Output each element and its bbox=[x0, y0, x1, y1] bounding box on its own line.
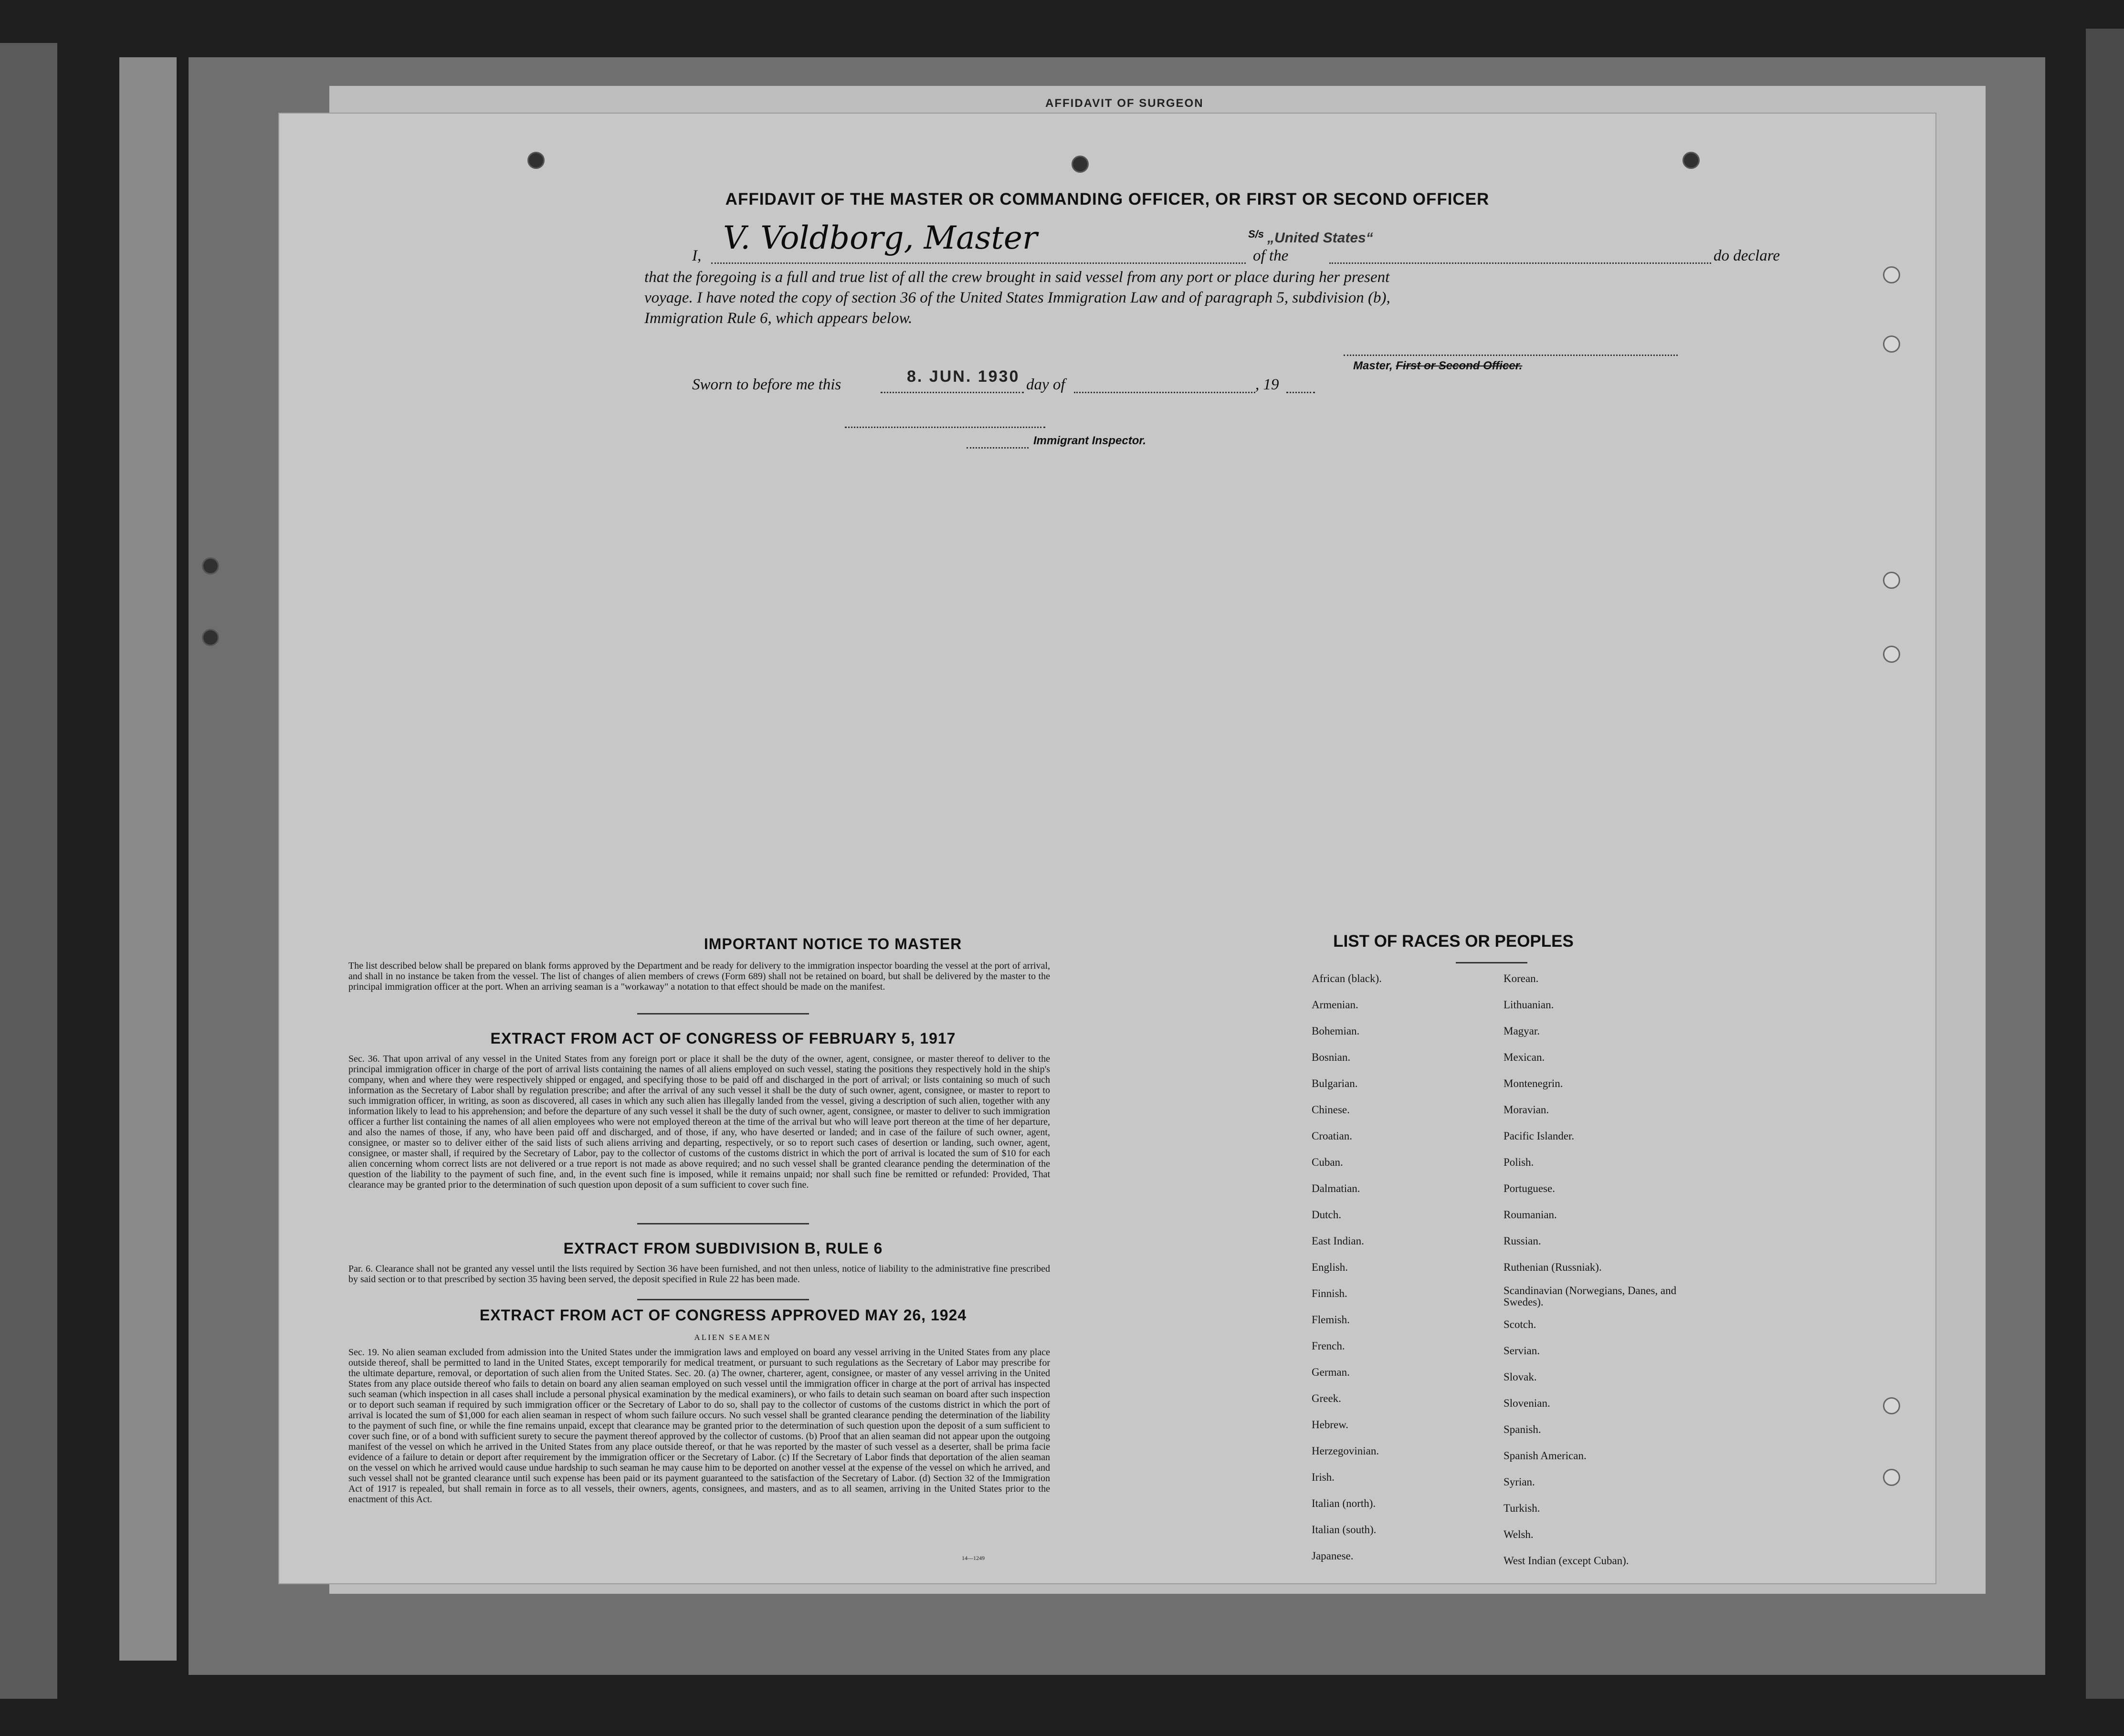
race-item: Turkish. bbox=[1504, 1502, 1540, 1514]
punch-hole bbox=[202, 557, 219, 575]
punch-hole bbox=[1883, 1469, 1900, 1486]
extract-1917-title: EXTRACT FROM ACT OF CONGRESS OF FEBRUARY 5, 1917 bbox=[490, 1030, 956, 1047]
race-item: Servian. bbox=[1504, 1345, 1540, 1357]
extract-1924-title: EXTRACT FROM ACT OF CONGRESS APPROVED MAY 26, 1924 bbox=[479, 1307, 967, 1324]
affidavit-line-3: voyage. I have noted the copy of section 36 of the United States Immigration Law and of paragraph 5, subdivision (b), bbox=[644, 289, 1390, 306]
race-item: Portuguese. bbox=[1504, 1182, 1555, 1194]
race-item: East Indian. bbox=[1312, 1235, 1364, 1247]
race-item: Italian (north). bbox=[1312, 1497, 1376, 1509]
race-item: West Indian (except Cuban). bbox=[1504, 1555, 1629, 1567]
struck-officer-caption: First or Second Officer. bbox=[1396, 359, 1523, 372]
race-item: Mexican. bbox=[1504, 1051, 1545, 1063]
affidavit-title: AFFIDAVIT OF THE MASTER OR COMMANDING OFFICER, OR FIRST OR SECOND OFFICER bbox=[725, 190, 1490, 209]
rule6-title: EXTRACT FROM SUBDIVISION B, RULE 6 bbox=[563, 1240, 883, 1257]
race-item: Pacific Islander. bbox=[1504, 1130, 1575, 1142]
vessel-prefix: S/s bbox=[1248, 228, 1264, 240]
races-title: LIST OF RACES OR PEOPLES bbox=[1333, 932, 1574, 951]
divider bbox=[637, 1223, 809, 1224]
do-declare-label: do declare bbox=[1714, 247, 1780, 264]
signer-line bbox=[711, 262, 1246, 264]
sworn-date-stamp: 8. JUN. 1930 bbox=[907, 367, 1020, 386]
year-line bbox=[1286, 392, 1315, 393]
punch-hole bbox=[1883, 1397, 1900, 1414]
race-item: Scandinavian (Norwegians, Danes, and Swedes). bbox=[1504, 1285, 1677, 1308]
race-item: Moravian. bbox=[1504, 1104, 1549, 1116]
notice-title: IMPORTANT NOTICE TO MASTER bbox=[704, 935, 962, 952]
vessel-name: „United States“ bbox=[1267, 230, 1373, 246]
inspector-line-1 bbox=[845, 427, 1045, 428]
race-item: Finnish. bbox=[1312, 1287, 1347, 1299]
punch-hole bbox=[1883, 646, 1900, 663]
race-item: French. bbox=[1312, 1340, 1345, 1352]
form-number: 14—1249 bbox=[962, 1555, 985, 1561]
race-item: Magyar. bbox=[1504, 1025, 1540, 1037]
race-item: African (black). bbox=[1312, 973, 1382, 984]
divider bbox=[637, 1013, 809, 1014]
race-item: Lithuanian. bbox=[1504, 999, 1554, 1011]
race-item: Croatian. bbox=[1312, 1130, 1352, 1142]
affidavit-line-4: Immigration Rule 6, which appears below. bbox=[644, 310, 913, 327]
race-item: Dalmatian. bbox=[1312, 1182, 1360, 1194]
race-item: Japanese. bbox=[1312, 1550, 1354, 1562]
race-item: Greek. bbox=[1312, 1392, 1341, 1404]
punch-hole bbox=[202, 629, 219, 646]
race-item: Chinese. bbox=[1312, 1104, 1350, 1116]
extract-1924-text: Sec. 19. No alien seaman excluded from admission into the United States under the immigration laws and employed on board any vessel arriving in the United States from any place outside thereof, shall be permitted to land in the United States, except temporarily for medical treatment, or pursuant to such regulations as the Secretary of Labor may prescribe for the ultimate departure, removal, or deportation of such alien from the United States. Sec. 20. (a) The owner, charterer, agent, consignee, or master of any vessel arriving in the United States from any place outside thereof who fails to detain on board any alien seaman employed on such vessel until the immigration officer in charge at the port of arrival has inspected such seaman (which inspection in all cases shall include a personal physical examination by the medical examiners), or who fails to detain such seaman on board after such inspection or to deport such seaman if required by such immigration officer or the Secretary of Labor to do so, shall pay to the collector of customs of the customs district in which the port of arrival is located the sum of $1,000 for each alien seaman in respect of whom such failure occurs. No such vessel shall be granted clearance pending the determination of the liability to the payment of such fine, or while the fine remains unpaid, except that clearance may be granted prior to the determination of such question upon the deposit of a sum sufficient to cover such fine, or of a bond with sufficient surety to secure the payment thereof approved by the collector of customs. (b) Proof that an alien seaman did not appear upon the outgoing manifest of the vessel on which he arrived in the United States from any place outside thereof, or that he was reported by the master of such vessel as a deserter, shall be prima facie evidence of a failure to detain or deport after requirement by the immigration officer or the Secretary of Labor. (c) If the Secretary of Labor finds that deportation of the alien seaman on the vessel on which he arrived would cause undue hardship to such seaman he may cause him to be deported on another vessel at the expense of the vessel on which he arrived, and such vessel shall not be granted clearance until such expense has been paid or its payment guaranteed to the satisfaction of the Secretary of Labor. (d) Section 32 of the Immigration Act of 1917 is repealed, but shall remain in force as to all vessels, their owners, agents, consignees, and masters, and as to all seamen, arriving in the United States prior to the enactment of this Act. bbox=[348, 1347, 1050, 1505]
extract-1917-text: Sec. 36. That upon arrival of any vessel in the United States from any foreign port or place it shall be the duty of the owner, agent, consignee, or master thereof to deliver to the principal immigration officer in charge of the port of arrival lists containing the names of all aliens employed on such vessel, stating the positions they respectively hold in the ship's company, when and where they were respectively shipped or engaged, and specifying those to be paid off and discharged in the port of arrival; or lists containing so much of such information as the Secretary of Labor shall by regulation prescribe; and after the arrival of any such vessel it shall be the duty of such owner, agent, consignee, or master to report to such immigration officer, in writing, as soon as discovered, all cases in which any such alien has illegally landed from the vessel, giving a description of such alien, together with any information likely to lead to his apprehension; and before the departure of any such vessel it shall be the duty of such owner, agent, consignee, or master to deliver to such immigration officer a further list containing the names of all alien employees who were not employed thereon at the time of the arrival but who will leave port thereon at the time of her departure, and also the names of those, if any, who have been paid off and discharged, and of those, if any, who have deserted or landed; and in case of the failure of such owner, agent, consignee, or master so to deliver either of the said lists of such aliens arriving and departing, respectively, or so to report such cases of desertion or landing, such owner, agent, consignee, or master shall, if required by the Secretary of Labor, pay to the collector of customs of the customs district in which the port of arrival is located the sum of $10 for each alien concerning whom correct lists are not delivered or a true report is not made as above required; and no such vessel shall be granted clearance pending the determination of the question of the liability to the payment of such fine, and, in the event such fine is imposed, while it remains unpaid; nor shall such fine be remitted or refunded: Provided, That clearance may be granted prior to the determination of such question upon deposit of a sum sufficient to cover such fine. bbox=[348, 1054, 1050, 1190]
master-caption bbox=[1353, 359, 1522, 373]
race-item: Italian (south). bbox=[1312, 1524, 1377, 1536]
race-item: Korean. bbox=[1504, 973, 1539, 984]
race-item: Herzegovinian. bbox=[1312, 1445, 1379, 1457]
race-item: Cuban. bbox=[1312, 1156, 1343, 1168]
right-edge-strip bbox=[2086, 29, 2124, 1699]
race-item: Flemish. bbox=[1312, 1314, 1350, 1326]
master-caption-word: Master, bbox=[1353, 359, 1396, 372]
affidavit-page bbox=[279, 114, 1935, 1583]
left-edge-strip bbox=[0, 43, 57, 1699]
year-prefix: , 19 bbox=[1255, 376, 1279, 393]
signer-handwriting: V. Voldborg, Master bbox=[723, 220, 1038, 256]
day-of-label: day of bbox=[1026, 376, 1065, 393]
race-item: Bosnian. bbox=[1312, 1051, 1351, 1063]
affidavit-line-2: that the foregoing is a full and true list of all the crew brought in said vessel from any port or place during her present bbox=[644, 269, 1390, 286]
master-signature-line bbox=[1344, 355, 1678, 356]
i-label: I, bbox=[692, 247, 702, 264]
race-item: Syrian. bbox=[1504, 1476, 1535, 1488]
punch-hole bbox=[1883, 335, 1900, 353]
inspector-caption: Immigrant Inspector. bbox=[1033, 434, 1146, 447]
race-item: Spanish. bbox=[1504, 1423, 1541, 1435]
notice-text: The list described below shall be prepared on blank forms approved by the Department and be ready for delivery to the immigration inspector boarding the vessel at the port of arrival, and shall in no instance be taken from the vessel. The list of changes of alien members of crews (Form 689) shall not be retained on board, but shall be delivered by the master to the principal immigration officer at the port. When an arriving seaman is a "workaway" a notation to that effect should be made on the manifest. bbox=[348, 961, 1050, 992]
sworn-date-line bbox=[881, 392, 1024, 393]
race-item: Armenian. bbox=[1312, 999, 1358, 1011]
race-item: English. bbox=[1312, 1261, 1348, 1273]
divider bbox=[637, 1299, 809, 1300]
race-item: Montenegrin. bbox=[1504, 1077, 1563, 1089]
race-item: Ruthenian (Russniak). bbox=[1504, 1261, 1602, 1273]
left-inner-strip bbox=[119, 57, 177, 1661]
punch-hole bbox=[1883, 572, 1900, 589]
vessel-line bbox=[1329, 262, 1711, 264]
race-item: Bohemian. bbox=[1312, 1025, 1360, 1037]
punch-hole bbox=[1682, 152, 1700, 169]
race-item: Irish. bbox=[1312, 1471, 1335, 1483]
punch-hole bbox=[1883, 266, 1900, 283]
punch-hole bbox=[527, 152, 545, 169]
divider bbox=[1456, 962, 1527, 963]
inspector-line-2 bbox=[967, 447, 1029, 449]
race-item: Bulgarian. bbox=[1312, 1077, 1358, 1089]
day-of-line bbox=[1074, 392, 1255, 393]
race-item: Hebrew. bbox=[1312, 1419, 1349, 1431]
race-item: Dutch. bbox=[1312, 1209, 1341, 1221]
race-item: Polish. bbox=[1504, 1156, 1534, 1168]
race-item: German. bbox=[1312, 1366, 1350, 1378]
race-item: Scotch. bbox=[1504, 1318, 1536, 1330]
sworn-label: Sworn to before me this bbox=[692, 376, 841, 393]
rule6-text: Par. 6. Clearance shall not be granted any vessel until the lists required by Section 36 have been furnished, and not then unless, notice of liability to the administrative fine prescribed by said section or to that prescribed by section 35 having been served, the deposit specified in Rule 22 has been made. bbox=[348, 1264, 1050, 1285]
of-the-label: of the bbox=[1253, 247, 1289, 264]
race-item: Welsh. bbox=[1504, 1528, 1534, 1540]
race-item: Spanish American. bbox=[1504, 1450, 1587, 1462]
race-item: Slovak. bbox=[1504, 1371, 1537, 1383]
race-item: Roumanian. bbox=[1504, 1209, 1557, 1221]
back-sheet-title: AFFIDAVIT OF SURGEON bbox=[1045, 97, 1204, 110]
race-item: Russian. bbox=[1504, 1235, 1541, 1247]
alien-seamen-subtitle: ALIEN SEAMEN bbox=[694, 1333, 771, 1342]
punch-hole bbox=[1072, 156, 1089, 173]
race-item: Slovenian. bbox=[1504, 1397, 1550, 1409]
